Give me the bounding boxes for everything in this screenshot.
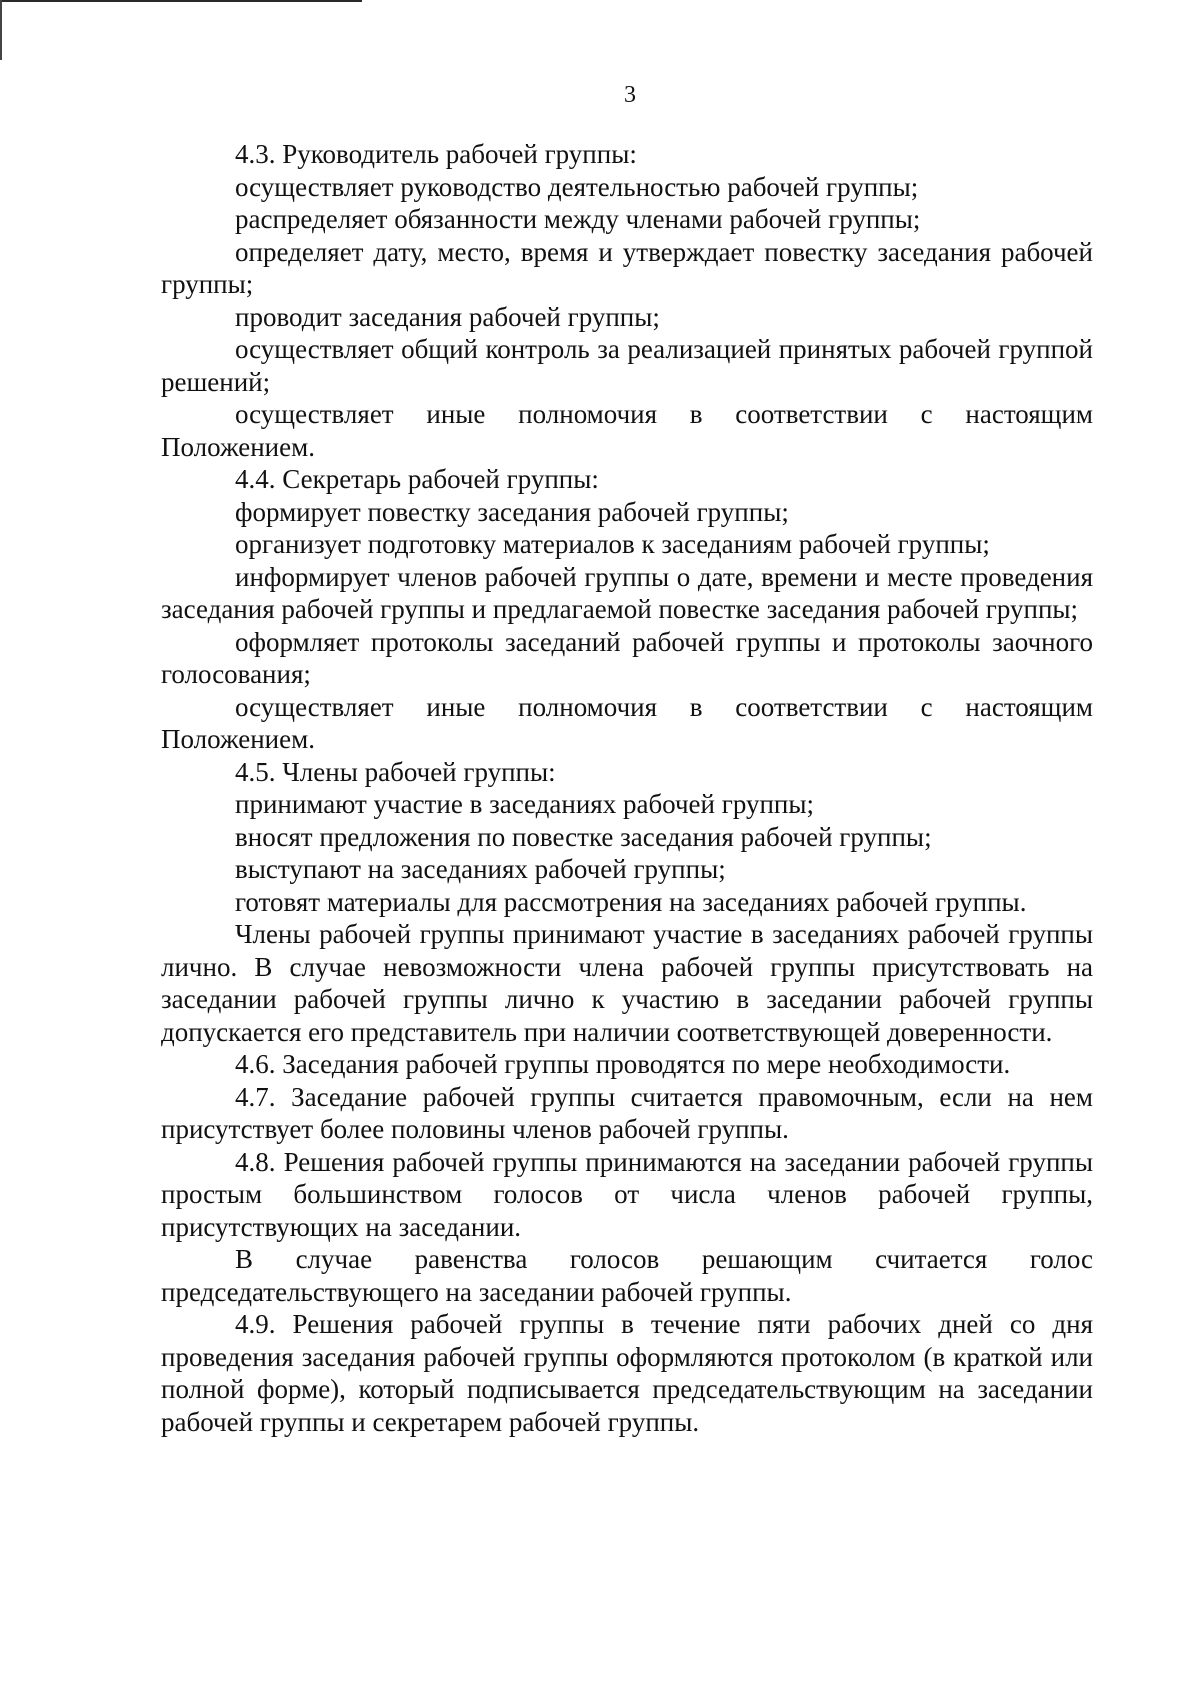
section-4-4-heading: 4.4. Секретарь рабочей группы: <box>235 464 599 494</box>
list-item: организует подготовку материалов к заседаниям рабочей группы; <box>235 529 990 559</box>
list-item: распределяет обязанности между членами рабочей группы; <box>235 204 921 234</box>
section-4-9: 4.9. Решения рабочей группы в течение пяти рабочих дней со дня проведения заседания рабочей группы оформляются протоколом (в краткой или полной форме), который подписывается председательствующим на заседании рабочей группы и секретарем рабочей группы. <box>161 1309 1093 1437</box>
list-item: проводит заседания рабочей группы; <box>235 301 660 332</box>
section-4-3-heading: 4.3. Руководитель рабочей группы: <box>235 139 637 169</box>
section-4-8: 4.8. Решения рабочей группы принимаются на заседании рабочей группы простым большинством голосов от числа членов рабочей группы, присутствующих на заседании. <box>161 1146 1093 1242</box>
list-item: выступают на заседаниях рабочей группы; <box>235 854 726 884</box>
body-paragraph: В случае равенства голосов решающим считается голос председательствующего на заседании рабочей группы. <box>161 1244 1093 1307</box>
list-item: осуществляет иные полномочия в соответствии с настоящим Положением. <box>161 399 1093 462</box>
scan-edge-left-line <box>0 0 2 60</box>
list-item: осуществляет иные полномочия в соответствии с настоящим Положением. <box>161 691 1093 754</box>
list-item: формирует повестку заседания рабочей группы; <box>235 496 789 527</box>
list-item: оформляет протоколы заседаний рабочей группы и протоколы заочного голосования; <box>161 626 1093 689</box>
list-item: вносят предложения по повестке заседания рабочей группы; <box>235 821 932 852</box>
scan-edge-top-line <box>0 0 362 2</box>
section-4-5-heading: 4.5. Члены рабочей группы: <box>235 756 556 787</box>
list-item: осуществляет общий контроль за реализацией принятых рабочей группой решений; <box>161 334 1093 397</box>
list-item: принимают участие в заседаниях рабочей группы; <box>235 789 814 819</box>
section-4-6: 4.6. Заседания рабочей группы проводятся по мере необходимости. <box>235 1049 1011 1079</box>
list-item: определяет дату, место, время и утверждает повестку заседания рабочей группы; <box>161 236 1093 299</box>
list-item: информирует членов рабочей группы о дате, времени и месте проведения заседания рабочей группы и предлагаемой повестке заседания рабочей группы; <box>161 561 1093 624</box>
document-body <box>161 138 1093 1438</box>
list-item: осуществляет руководство деятельностью рабочей группы; <box>235 171 919 202</box>
body-paragraph: Члены рабочей группы принимают участие в заседаниях рабочей группы лично. В случае невозможности члена рабочей группы присутствовать на заседании рабочей группы лично к участию в заседании рабочей группы допускается его представитель при наличии соответствующей доверенности. <box>161 919 1093 1047</box>
page-number: 3 <box>624 82 636 108</box>
section-4-7: 4.7. Заседание рабочей группы считается правомочным, если на нем присутствует более половины членов рабочей группы. <box>161 1081 1093 1144</box>
list-item: готовят материалы для рассмотрения на заседаниях рабочей группы. <box>235 886 1027 917</box>
